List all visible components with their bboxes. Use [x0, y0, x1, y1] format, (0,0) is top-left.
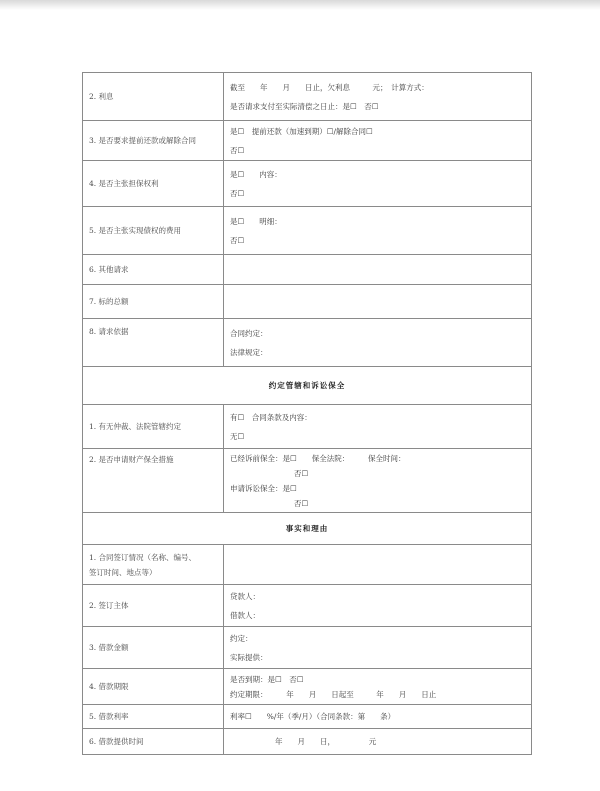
row-label: 3. 是否要求提前还款或解除合同: [83, 121, 224, 161]
table-row: [83, 73, 532, 121]
row-label: [83, 545, 224, 585]
table-row: [83, 729, 532, 755]
complaint-form-table: [82, 72, 532, 755]
content-line: 否☐: [230, 188, 245, 198]
row-content: [224, 121, 532, 161]
row-label: 4. 借款期限: [83, 669, 224, 705]
section-header-row: [83, 367, 532, 405]
content-line: 实际提供：: [230, 652, 268, 662]
content-line: 是☐ 明细：: [230, 216, 282, 226]
row-label: 7. 标的总额: [83, 285, 224, 319]
content-line: 否☐: [294, 498, 309, 508]
section-title-facts: 事实和理由: [83, 513, 532, 545]
content-line: 是否到期：是☐ 否☐: [230, 674, 304, 684]
row-content: [224, 545, 532, 585]
row-content: 年 月 日， 元: [224, 729, 532, 755]
row-label: 1. 有无仲裁、法院管辖约定: [83, 405, 224, 449]
row-label: 6. 借款提供时间: [83, 729, 224, 755]
content-line: 约定：: [230, 633, 253, 643]
row-content: [224, 585, 532, 627]
row-content: [224, 73, 532, 121]
content-line: 法律规定：: [230, 347, 268, 357]
content-line: 申请诉讼保全：是☐: [230, 483, 297, 493]
table-row: [83, 545, 532, 585]
content-line: 已经诉前保全：是☐ 保全法院： 保全时间：: [230, 453, 406, 463]
content-line: 约定期限： 年 月 日起至 年 月 日止: [230, 689, 437, 699]
content-line: 是☐ 提前还款（加速到期）☐/解除合同☐: [230, 126, 373, 136]
table-row: [83, 585, 532, 627]
row-label: 3. 借款金额: [83, 627, 224, 669]
row-content: [224, 285, 532, 319]
scan-top-edge: [0, 0, 600, 10]
content-line: 截至 年 月 日止，欠利息 元； 计算方式：: [230, 82, 429, 92]
content-line: 否☐: [230, 145, 245, 155]
content-line: 有☐ 合同条款及内容：: [230, 412, 312, 422]
table-row: [83, 285, 532, 319]
table-row: [83, 319, 532, 367]
label-line: 1. 合同签订情况（名称、编号、: [89, 552, 197, 562]
content-line: 无☐: [230, 431, 245, 441]
row-content: [224, 255, 532, 285]
row-content: [224, 669, 532, 705]
row-label: 5. 是否主张实现债权的费用: [83, 207, 224, 255]
table-row: [83, 449, 532, 513]
content-line: 否☐: [294, 468, 309, 478]
table-row: [83, 405, 532, 449]
content-line: 是否请求支付至实际清偿之日止：是☐ 否☐: [230, 101, 379, 111]
content-line: 贷款人：: [230, 591, 260, 601]
content-line: 否☐: [230, 235, 245, 245]
row-label: 4. 是否主张担保权利: [83, 161, 224, 207]
table-row: [83, 627, 532, 669]
section-title-jurisdiction: 约定管辖和诉讼保全: [83, 367, 532, 405]
table-row: [83, 669, 532, 705]
row-label: 2. 是否申请财产保全措施: [83, 449, 224, 513]
row-content: [224, 449, 532, 513]
table-row: [83, 161, 532, 207]
table-row: [83, 121, 532, 161]
row-content: [224, 319, 532, 367]
row-label: 2. 签订主体: [83, 585, 224, 627]
row-label: 6. 其他请求: [83, 255, 224, 285]
content-line: 是☐ 内容：: [230, 169, 282, 179]
row-content: [224, 627, 532, 669]
table-row: [83, 255, 532, 285]
content-line: 合同约定：: [230, 328, 268, 338]
table-row: [83, 705, 532, 729]
label-line: 签订时间、地点等）: [89, 567, 157, 577]
content-line: 借款人：: [230, 610, 260, 620]
row-label: 2. 利息: [83, 73, 224, 121]
row-content: [224, 207, 532, 255]
row-content: 利率☐ %/年（季/月）（合同条款：第 条）: [224, 705, 532, 729]
row-label: 5. 借款利率: [83, 705, 224, 729]
row-label: 8. 请求依据: [83, 319, 224, 367]
row-content: [224, 161, 532, 207]
section-header-row: [83, 513, 532, 545]
table-row: [83, 207, 532, 255]
row-content: [224, 405, 532, 449]
